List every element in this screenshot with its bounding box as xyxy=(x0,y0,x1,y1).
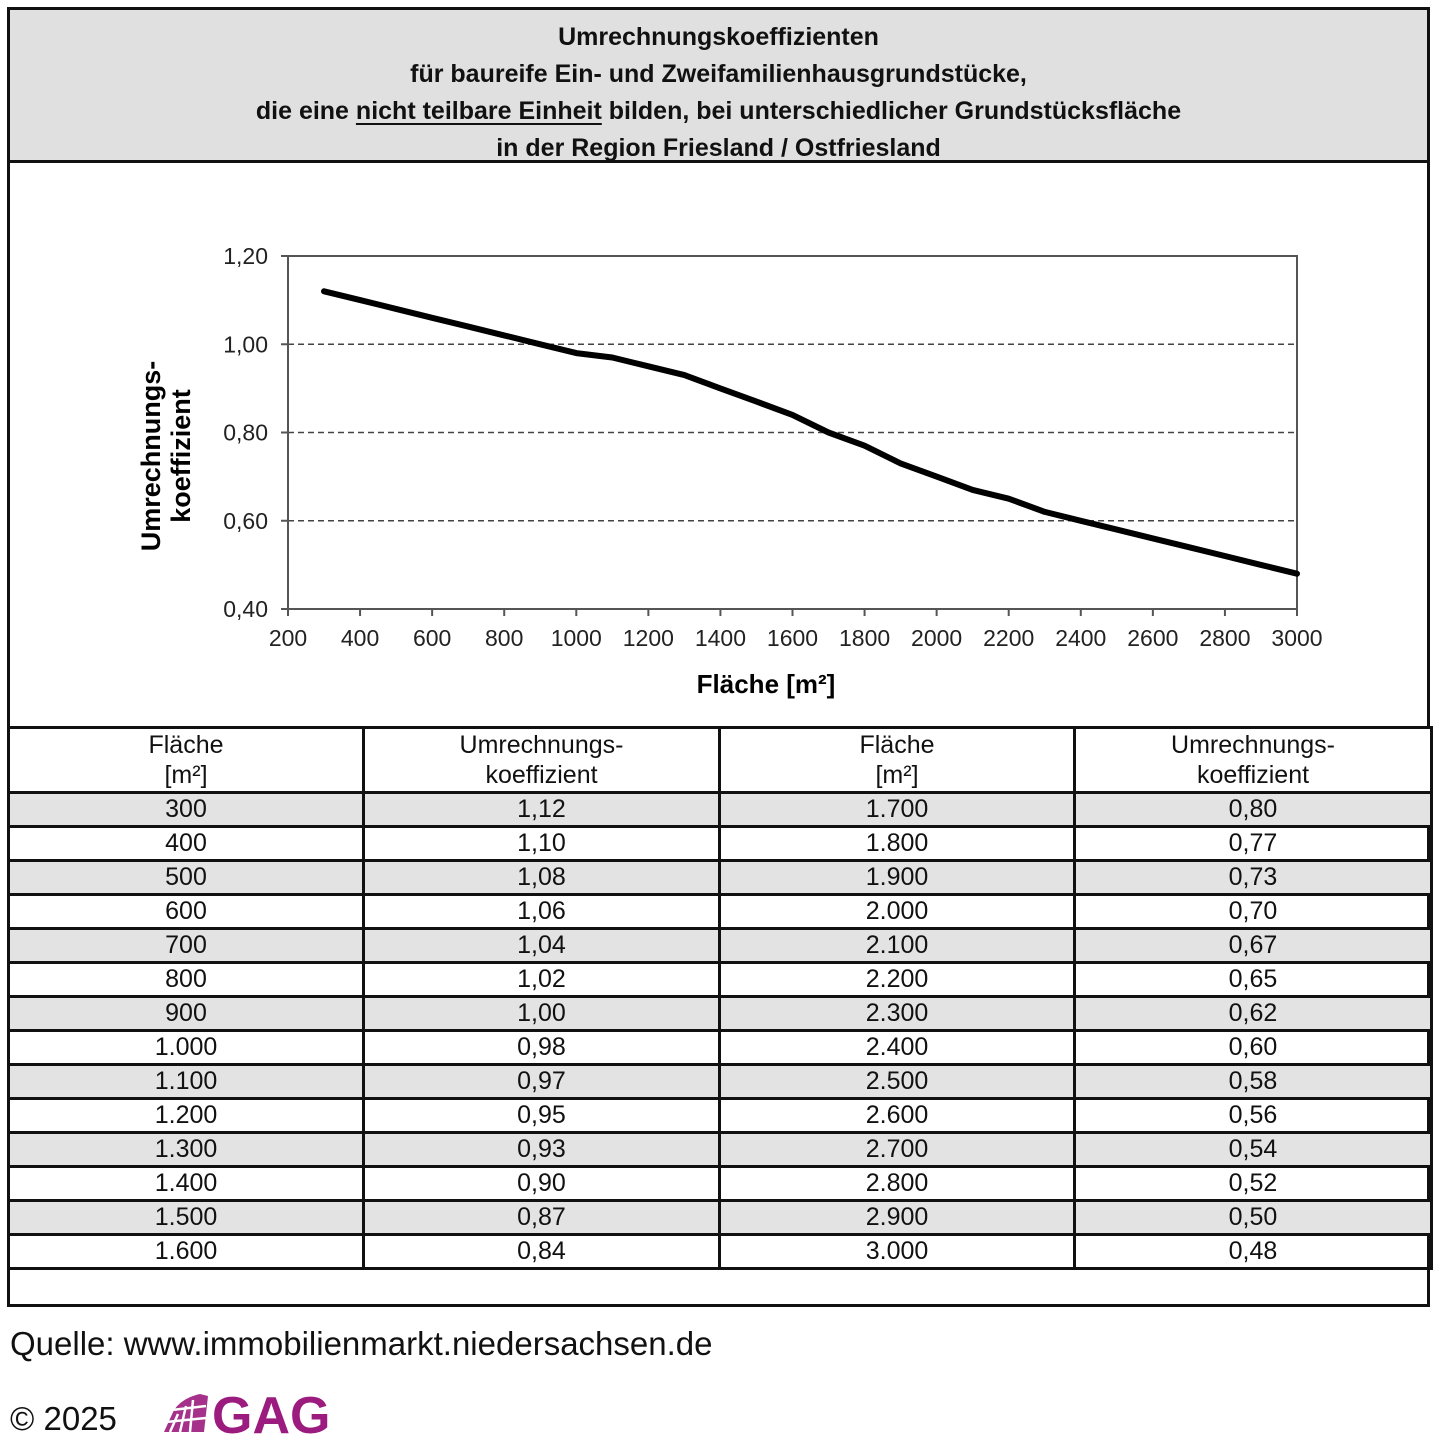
table-row xyxy=(9,1167,1432,1201)
cell-flaeche: 2.000 xyxy=(720,895,1075,929)
cell-koeffizient: 0,73 xyxy=(1075,861,1432,895)
table-row xyxy=(9,1099,1432,1133)
title-line-1: Umrechnungskoeffizienten xyxy=(558,23,879,51)
gridlines xyxy=(288,344,1297,521)
cell-koeffizient: 0,80 xyxy=(1075,793,1432,827)
cell-flaeche: 2.700 xyxy=(720,1133,1075,1167)
table-row xyxy=(9,827,1432,861)
copyright: © 2025 xyxy=(10,1400,117,1437)
y-tick-label: 1,20 xyxy=(223,243,268,269)
y-axis-label-line-2: koeffizient xyxy=(166,389,196,523)
cell-flaeche: 600 xyxy=(9,895,364,929)
logo-text: GAG xyxy=(212,1388,331,1438)
table-header-row xyxy=(9,728,1432,793)
cell-flaeche: 1.900 xyxy=(720,861,1075,895)
title-line-4: in der Region Friesland / Ostfriesland xyxy=(496,134,941,162)
x-axis xyxy=(269,609,1323,651)
cell-koeffizient: 0,54 xyxy=(1075,1133,1432,1167)
x-tick-label: 1600 xyxy=(766,625,819,651)
x-tick-label: 3000 xyxy=(1271,625,1323,651)
title-line-3-post: bilden, bei unterschiedlicher Grundstücksfläche xyxy=(601,97,1182,125)
cell-flaeche: 2.100 xyxy=(720,929,1075,963)
cell-flaeche: 3.000 xyxy=(720,1235,1075,1269)
table-row xyxy=(9,929,1432,963)
cell-flaeche: 500 xyxy=(9,861,364,895)
cell-koeffizient: 0,84 xyxy=(364,1235,720,1269)
cell-koeffizient: 0,50 xyxy=(1075,1201,1432,1235)
y-tick-label: 0,40 xyxy=(223,596,268,622)
title-line-2: für baureife Ein- und Zweifamilienhausgrundstücke, xyxy=(410,60,1027,88)
cell-flaeche: 1.800 xyxy=(720,827,1075,861)
cell-koeffizient: 0,56 xyxy=(1075,1099,1432,1133)
cell-flaeche: 1.300 xyxy=(9,1133,364,1167)
cell-flaeche: 2.400 xyxy=(720,1031,1075,1065)
x-tick-label: 2200 xyxy=(983,625,1035,651)
table-row xyxy=(9,1235,1432,1269)
cell-koeffizient: 0,98 xyxy=(364,1031,720,1065)
y-tick-label: 0,80 xyxy=(223,419,268,446)
cell-flaeche: 2.800 xyxy=(720,1167,1075,1201)
cell-koeffizient: 0,97 xyxy=(364,1065,720,1099)
x-tick-label: 2400 xyxy=(1055,625,1107,651)
table-row xyxy=(9,1031,1432,1065)
x-axis-label: Fläche [m²] xyxy=(696,669,836,699)
x-tick-label: 1400 xyxy=(694,625,747,651)
cell-koeffizient: 0,65 xyxy=(1075,963,1432,997)
y-axis-label-line-1: Umrechnungs- xyxy=(136,360,166,552)
cell-koeffizient: 0,48 xyxy=(1075,1235,1432,1269)
x-tick-label: 600 xyxy=(412,625,452,651)
cell-flaeche: 300 xyxy=(9,793,364,827)
cell-flaeche: 2.600 xyxy=(720,1099,1075,1133)
cell-flaeche: 2.300 xyxy=(720,997,1075,1031)
cell-koeffizient: 0,67 xyxy=(1075,929,1432,963)
cell-koeffizient: 1,00 xyxy=(364,997,720,1031)
cell-koeffizient: 1,12 xyxy=(364,793,720,827)
table-body xyxy=(9,793,1432,1269)
cell-flaeche: 1.000 xyxy=(9,1031,364,1065)
x-tick-label: 2600 xyxy=(1127,625,1179,651)
cell-koeffizient: 1,02 xyxy=(364,963,720,997)
table-row xyxy=(9,861,1432,895)
y-tick-label: 0,60 xyxy=(223,507,268,534)
cell-flaeche: 1.600 xyxy=(9,1235,364,1269)
cell-flaeche: 1.200 xyxy=(9,1099,364,1133)
cell-flaeche: 1.700 xyxy=(720,793,1075,827)
cell-flaeche: 2.500 xyxy=(720,1065,1075,1099)
table-row xyxy=(9,895,1432,929)
cell-koeffizient: 0,60 xyxy=(1075,1031,1432,1065)
title-line-3-pre: die eine xyxy=(255,97,356,125)
cell-koeffizient: 0,95 xyxy=(364,1099,720,1133)
globe-icon xyxy=(164,1394,208,1432)
header-koeffizient-2: Umrechnungs- koeffizient xyxy=(1075,728,1432,793)
x-tick-label: 1000 xyxy=(550,625,602,651)
cell-flaeche: 2.200 xyxy=(720,963,1075,997)
cell-koeffizient: 1,06 xyxy=(364,895,720,929)
table-row xyxy=(9,1065,1432,1099)
source-note: Quelle: www.immobilienmarkt.niedersachsen.de xyxy=(10,1325,713,1362)
cell-koeffizient: 0,90 xyxy=(364,1167,720,1201)
line-chart xyxy=(10,163,1427,727)
y-tick-label: 1,00 xyxy=(223,331,268,358)
table-row xyxy=(9,963,1432,997)
title-underlined: nicht teilbare Einheit xyxy=(355,97,602,125)
cell-flaeche: 400 xyxy=(9,827,364,861)
y-axis xyxy=(223,243,288,622)
cell-koeffizient: 0,58 xyxy=(1075,1065,1432,1099)
gag-logo xyxy=(160,1388,355,1438)
cell-koeffizient: 0,93 xyxy=(364,1133,720,1167)
x-tick-label: 2800 xyxy=(1199,625,1251,651)
x-tick-label: 400 xyxy=(340,625,380,651)
cell-koeffizient: 1,10 xyxy=(364,827,720,861)
x-tick-label: 200 xyxy=(268,625,308,651)
header-flaeche-1: Fläche [m²] xyxy=(9,728,364,793)
x-tick-label: 1200 xyxy=(622,625,674,651)
cell-koeffizient: 0,52 xyxy=(1075,1167,1432,1201)
cell-koeffizient: 0,77 xyxy=(1075,827,1432,861)
cell-koeffizient: 0,62 xyxy=(1075,997,1432,1031)
header-koeffizient-1: Umrechnungs- koeffizient xyxy=(364,728,720,793)
cell-koeffizient: 0,70 xyxy=(1075,895,1432,929)
x-tick-label: 800 xyxy=(485,625,524,651)
table-row xyxy=(9,1201,1432,1235)
cell-flaeche: 1.500 xyxy=(9,1201,364,1235)
header-flaeche-2: Fläche [m²] xyxy=(720,728,1075,793)
cell-koeffizient: 1,04 xyxy=(364,929,720,963)
cell-flaeche: 1.400 xyxy=(9,1167,364,1201)
cell-flaeche: 800 xyxy=(9,963,364,997)
cell-koeffizient: 0,87 xyxy=(364,1201,720,1235)
table-row xyxy=(9,997,1432,1031)
cell-koeffizient: 1,08 xyxy=(364,861,720,895)
cell-flaeche: 2.900 xyxy=(720,1201,1075,1235)
cell-flaeche: 900 xyxy=(9,997,364,1031)
x-tick-label: 2000 xyxy=(911,625,963,651)
coefficient-table xyxy=(7,726,1433,1270)
cell-flaeche: 1.100 xyxy=(9,1065,364,1099)
table-row xyxy=(9,1133,1432,1167)
x-tick-label: 1800 xyxy=(838,625,891,651)
table-row xyxy=(9,793,1432,827)
cell-flaeche: 700 xyxy=(9,929,364,963)
